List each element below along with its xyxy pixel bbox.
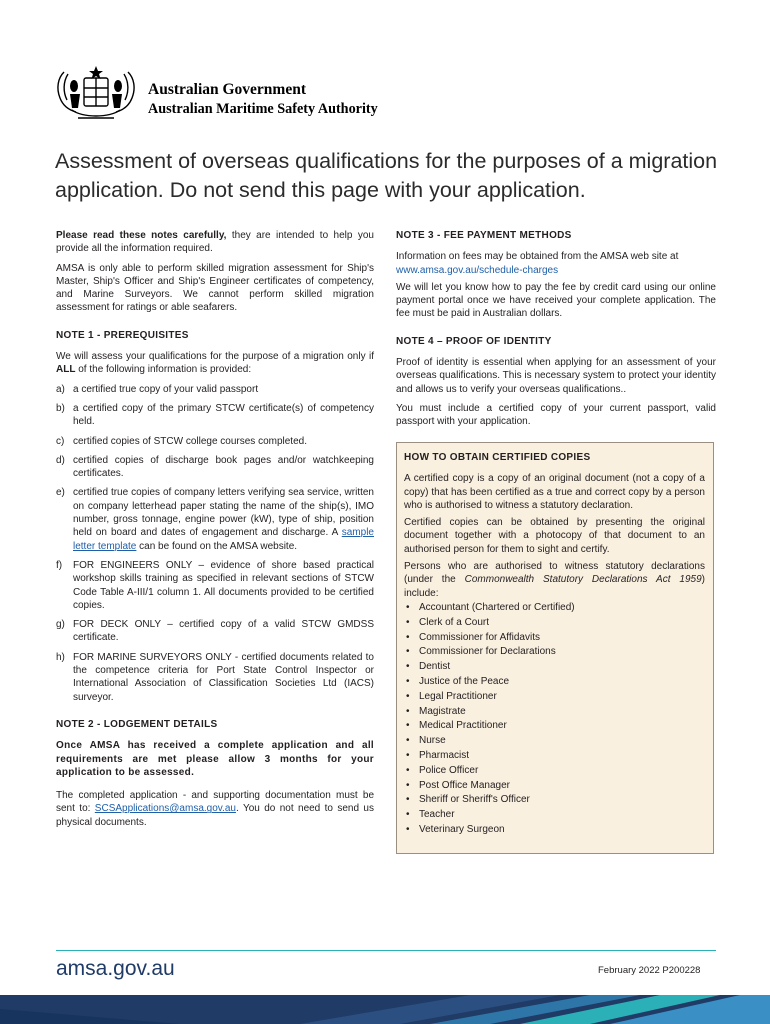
list-item: • Justice of the Peace <box>404 675 705 690</box>
list-item: • Clerk of a Court <box>404 616 705 631</box>
footer-stripes <box>0 995 770 1024</box>
sample-letter-link[interactable]: sample letter template <box>73 527 374 552</box>
document-date-code: February 2022 P200228 <box>598 965 701 976</box>
footer-url[interactable]: amsa.gov.au <box>56 957 175 980</box>
intro-lead: Please read these notes carefully, <box>56 230 227 241</box>
list-item: • Medical Practitioner <box>404 719 705 734</box>
note2-heading: NOTE 2 - LODGEMENT DETAILS <box>56 718 218 730</box>
box-heading: HOW TO OBTAIN CERTIFIED COPIES <box>404 452 591 463</box>
note4-heading: NOTE 4 – PROOF OF IDENTITY <box>396 335 552 347</box>
list-item: • Commissioner for Declarations <box>404 645 705 660</box>
box-paragraph: Persons who are authorised to witness statutory declarations (under the Commonwealth Statutory Declarations Act 1959) include: <box>404 561 705 599</box>
intro-paragraph <box>56 229 374 256</box>
box-paragraph: A certified copy is a copy of an original document (not a copy of a copy) that has been certified as a true and correct copy by a person who is authorised to witness a statutory declaration. <box>404 473 705 511</box>
list-item: g) FOR DECK ONLY – certified copy of a valid STCW GMDSS certificate. <box>56 619 374 644</box>
left-column <box>56 229 374 835</box>
list-item: • Magistrate <box>404 705 705 720</box>
box-paragraph: Certified copies can be obtained by presenting the original document together with a photocopy of that document to an authorised person for them to sight and certify. <box>404 517 705 555</box>
note3-heading: NOTE 3 - FEE PAYMENT METHODS <box>396 230 572 241</box>
list-item: • Legal Practitioner <box>404 690 705 705</box>
list-item: a) a certified true copy of your valid passport <box>56 383 259 395</box>
note4-paragraph: Proof of identity is essential when applying for an assessment of your overseas qualifications. This is necessary system to protect your identity and allows us to verify your overseas qualifications.. <box>396 357 716 395</box>
email-link[interactable]: SCSApplications@amsa.gov.au <box>94 803 236 815</box>
page-title: Assessment of overseas qualifications for the purposes of a migration application. Do not send this page with your application. <box>55 149 718 202</box>
note2-bold-paragraph: Once AMSA has received a complete application and all requirements are met please allow 3 months for your application to be assessed. <box>56 740 374 778</box>
note1-lead: We will assess your qualifications for the purpose of a migration only if ALL of the following information is provided: <box>56 351 374 376</box>
list-item: • Veterinary Surgeon <box>404 823 705 838</box>
agency-name: Australian Maritime Safety Authority <box>148 101 378 117</box>
list-item: • Accountant (Chartered or Certified) <box>404 601 705 616</box>
list-item: • Teacher <box>404 808 705 823</box>
prerequisites-list <box>56 383 374 704</box>
list-item: • Dentist <box>404 660 705 675</box>
footer-divider <box>56 950 716 951</box>
note3-payment-paragraph: We will let you know how to pay the fee by credit card using our online payment portal once we have received your complete application. The fee must be paid in Australian dollars. <box>396 281 716 320</box>
certified-copies-box <box>396 442 714 854</box>
list-item: • Nurse <box>404 734 705 749</box>
header <box>54 64 414 128</box>
list-item: h) FOR MARINE SURVEYORS ONLY - certified documents related to the competence criteria for Port State Control Inspector or International Association of Classification Societies Ltd (IACS) surveyor. <box>56 651 374 703</box>
note1-heading: NOTE 1 - PREREQUISITES <box>56 329 189 341</box>
witness-list <box>404 601 705 838</box>
list-item: d) certified copies of discharge book pages and/or watchkeeping certificates. <box>56 454 374 480</box>
intro-lead-rest: they are intended to help you provide all the information required. <box>56 230 374 255</box>
fees-url-link[interactable]: www.amsa.gov.au/schedule-charges <box>396 264 559 276</box>
list-item: b) a certified copy of the primary STCW certificate(s) of competency held. <box>56 402 374 428</box>
note2-paragraph: The completed application - and supporting documentation must be sent to: SCSApplications@amsa.gov.au. You do not need to send us physical documents. <box>56 790 374 828</box>
list-item: • Sheriff or Sheriff's Officer <box>404 793 705 808</box>
government-name: Australian Government <box>148 81 307 98</box>
note3-paragraph: Information on fees may be obtained from the AMSA web site at www.amsa.gov.au/schedule-charges <box>396 251 679 276</box>
list-item: • Pharmacist <box>404 749 705 764</box>
scope-paragraph: AMSA is only able to perform skilled migration assessment for Ship's Master, Ship's Officer and Ship's Engineer certificates of competency, and Marine Surveyors. We cannot perform skilled migration assessment for ratings or able seafarers. <box>56 262 374 314</box>
list-item: e) certified true copies of company letters verifying sea service, written on company letterhead paper stating the name of the ship(s), IMO number, gross tonnage, engine power (kW), type of ship, position held on board and dates of engagement and discharge. A sample letter template can be found on the AMSA website. <box>56 487 374 552</box>
coat-of-arms-icon <box>54 64 138 126</box>
list-item: c) certified copies of STCW college courses completed. <box>56 435 307 447</box>
list-item: • Police Officer <box>404 764 705 779</box>
right-column <box>396 229 716 435</box>
note4-passport-paragraph: You must include a certified copy of your current passport, valid passport with your application. <box>396 402 716 428</box>
list-item: • Post Office Manager <box>404 779 705 794</box>
list-item: f) FOR ENGINEERS ONLY – evidence of shore based practical workshop skills training as specified in relevant sections of STCW Code Table A-III/1 column 1. All documents provided to be certified copies. <box>56 559 374 611</box>
list-item: • Commissioner for Affidavits <box>404 631 705 646</box>
